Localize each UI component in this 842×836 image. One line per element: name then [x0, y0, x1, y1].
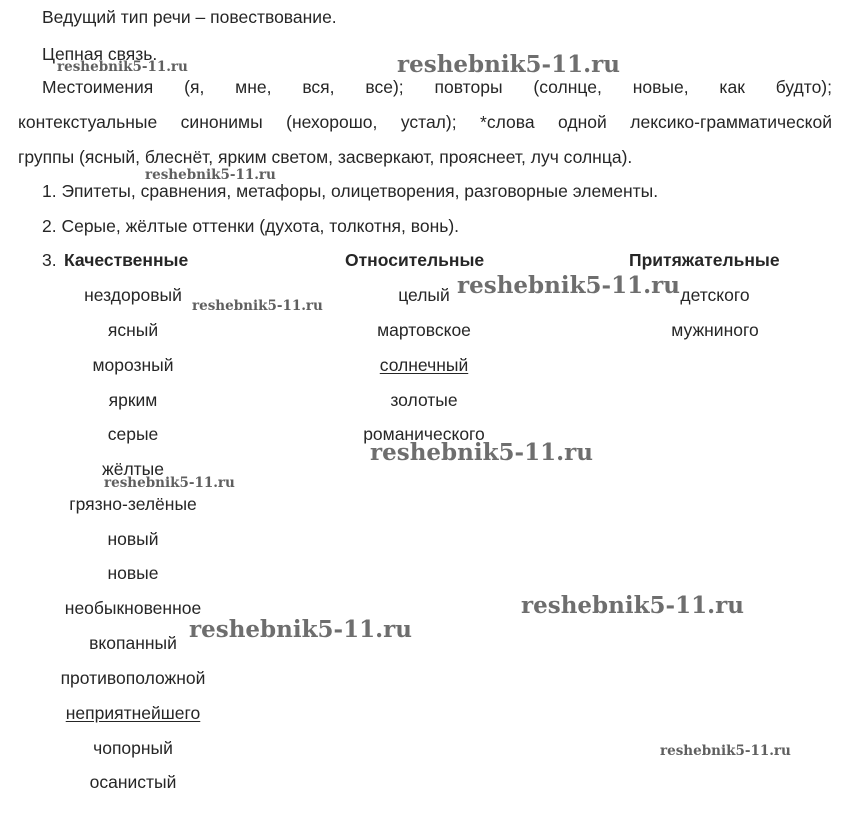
qualitative-word: грязно-зелёные: [69, 494, 197, 514]
qualitative-word-underlined: [33, 702, 233, 724]
relative-word: целый: [398, 285, 450, 305]
relative-word: золотые: [390, 390, 458, 410]
qualitative-word: чопорный: [93, 738, 173, 758]
qualitative-word: осанистый: [89, 772, 177, 792]
header-possessive: Притяжательные: [629, 250, 780, 270]
list-item-3-number: 3.: [42, 250, 57, 270]
list-item-1: 1. Эпитеты, сравнения, метафоры, олицетворения, разговорные элементы.: [42, 181, 659, 201]
watermark: reshebnik5-11.ru: [521, 592, 744, 619]
watermark: reshebnik5-11.ru: [457, 272, 680, 299]
qualitative-word: новый: [107, 529, 159, 549]
watermark: reshebnik5-11.ru: [57, 59, 188, 75]
line-synonyms: контекстуальные синонимы (нехорошо, устал); *слова одной лексико-грамматической: [18, 112, 832, 132]
header-relative: Относительные: [345, 250, 485, 270]
list-item-2: 2. Серые, жёлтые оттенки (духота, толкотня, вонь).: [42, 216, 460, 236]
qualitative-word: новые: [107, 563, 159, 583]
line-pronouns: Местоимения (я, мне, вся, все); повторы (солнце, новые, как будто);: [42, 77, 832, 97]
underlined-word: неприятнейшего: [65, 703, 201, 723]
qualitative-word: нездоровый: [84, 285, 182, 305]
line-group: группы (ясный, блеснёт, ярким светом, засверкают, прояснеет, луч солнца).: [18, 147, 633, 167]
line-speech-type: Ведущий тип речи – повествование.: [42, 7, 337, 27]
watermark: reshebnik5-11.ru: [189, 616, 412, 643]
relative-word: мартовское: [377, 320, 471, 340]
watermark: reshebnik5-11.ru: [660, 743, 791, 759]
watermark: reshebnik5-11.ru: [397, 51, 620, 78]
possessive-word: мужниного: [671, 320, 759, 340]
line-chain-link: Цепная связь.: [42, 44, 158, 64]
watermark: reshebnik5-11.ru: [145, 167, 276, 183]
qualitative-word: необыкновенное: [64, 598, 202, 618]
qualitative-word: ясный: [107, 320, 159, 340]
watermark: reshebnik5-11.ru: [370, 439, 593, 466]
header-qualitative: Качественные: [64, 250, 189, 270]
qualitative-word: противоположной: [60, 668, 206, 688]
relative-word-underlined: [324, 354, 524, 376]
qualitative-word: серые: [107, 424, 159, 444]
watermark: reshebnik5-11.ru: [104, 475, 235, 491]
qualitative-word: ярким: [108, 390, 158, 410]
possessive-word: детского: [680, 285, 750, 305]
qualitative-word: морозный: [92, 355, 174, 375]
watermark: reshebnik5-11.ru: [192, 298, 323, 314]
relative-word: романического: [363, 424, 485, 444]
underlined-word: солнечный: [379, 355, 469, 375]
qualitative-word: жёлтые: [102, 459, 164, 479]
qualitative-word: вкопанный: [89, 633, 177, 653]
